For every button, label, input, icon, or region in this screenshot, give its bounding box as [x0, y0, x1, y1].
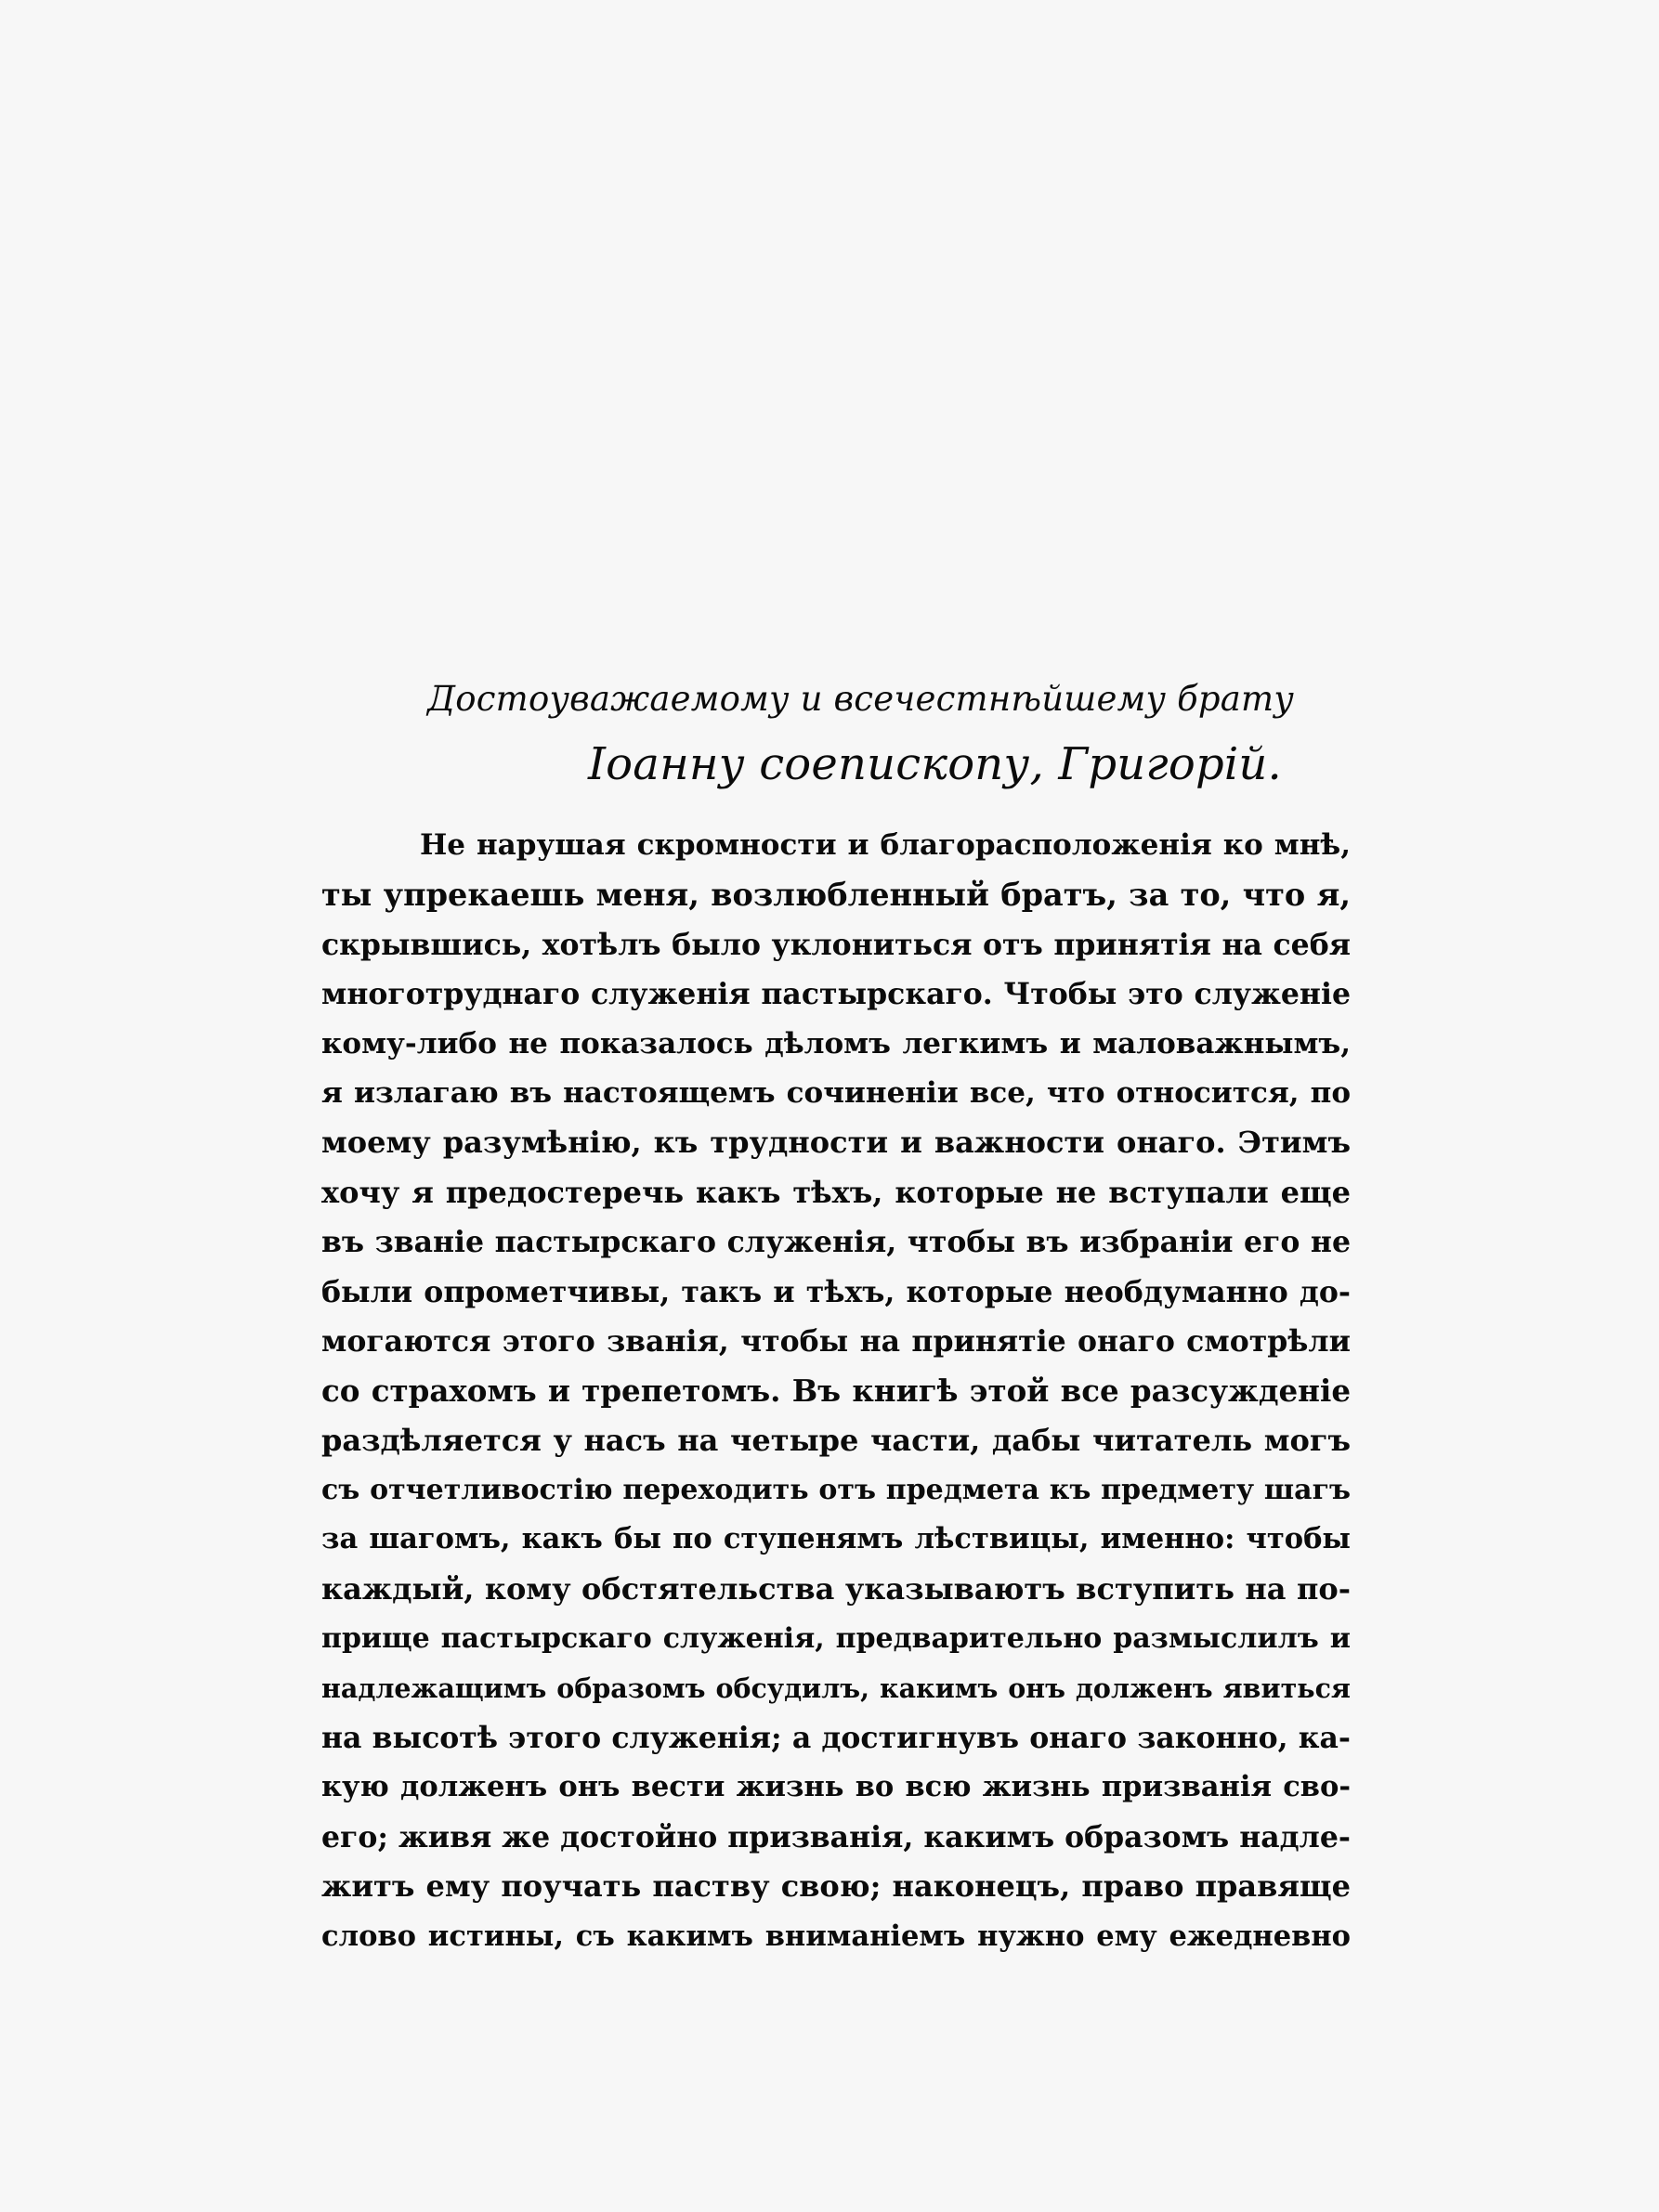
text-line: моему разумѣнію, къ трудности и важности онаго. Этимъ: [321, 1125, 1351, 1161]
text-line: кому-либо не показалось дѣломъ легкимъ и маловажнымъ,: [321, 1026, 1351, 1060]
text-line: слово истины, съ какимъ вниманіемъ нужно ему ежедневно: [321, 1919, 1351, 1953]
text-line: скрывшись, хотѣлъ было уклониться отъ принятія на себя: [321, 927, 1351, 962]
text-line: были опрометчивы, такъ и тѣхъ, которые необдуманно до-: [321, 1274, 1351, 1309]
text-line: раздѣляется у насъ на четыре части, дабы читатель могъ: [321, 1422, 1351, 1458]
text-line: со страхомъ и трепетомъ. Въ книгѣ этой все разсужденіе: [321, 1373, 1351, 1410]
body-paragraph: [321, 821, 1351, 1961]
text-line: могаются этого званія, чтобы на принятіе онаго смотрѣли: [321, 1323, 1351, 1359]
text-line: ты упрекаешь меня, возлюбленный братъ, за то, что я,: [321, 877, 1351, 914]
text-line: каждый, кому обстятельства указываютъ вступить на по-: [321, 1570, 1351, 1607]
dedication-line-1: Достоуважаемому и всечестнѣйшему брату: [427, 679, 1294, 719]
text-line: въ званіе пастырскаго служенія, чтобы въ избраніи его не: [321, 1225, 1351, 1260]
text-line: хочу я предостеречь какъ тѣхъ, которые не вступали еще: [321, 1174, 1351, 1210]
text-line: прище пастырскаго служенія, предварительно размыслилъ и: [321, 1622, 1351, 1656]
dedication-line-2: Іоанну соепископу, Григорій.: [588, 738, 1282, 790]
text-line: съ отчетливостію переходить отъ предмета къ предмету шагъ: [321, 1474, 1351, 1507]
text-line: за шагомъ, какъ бы по ступенямъ лѣствицы, именно: чтобы: [321, 1522, 1351, 1556]
text-line: я излагаю въ настоящемъ сочиненіи все, что относится, по: [321, 1075, 1351, 1110]
text-line: кую долженъ онъ вести жизнь во всю жизнь призванія сво-: [321, 1770, 1351, 1804]
text-line: его; живя же достойно призванія, какимъ образомъ надле-: [321, 1819, 1351, 1854]
text-line: многотруднаго служенія пастырскаго. Чтобы это служеніе: [321, 977, 1351, 1012]
text-line: житъ ему поучать паству свою; наконецъ, право правяще: [321, 1868, 1351, 1905]
dedication-heading: [409, 667, 1300, 797]
text-line: Не нарушая скромности и благорасположенія ко мнѣ,: [420, 828, 1351, 862]
text-line: на высотѣ этого служенія; а достигнувъ онаго законно, ка-: [321, 1721, 1351, 1756]
text-line: надлежащимъ образомъ обсудилъ, какимъ онъ долженъ явиться: [321, 1672, 1351, 1704]
